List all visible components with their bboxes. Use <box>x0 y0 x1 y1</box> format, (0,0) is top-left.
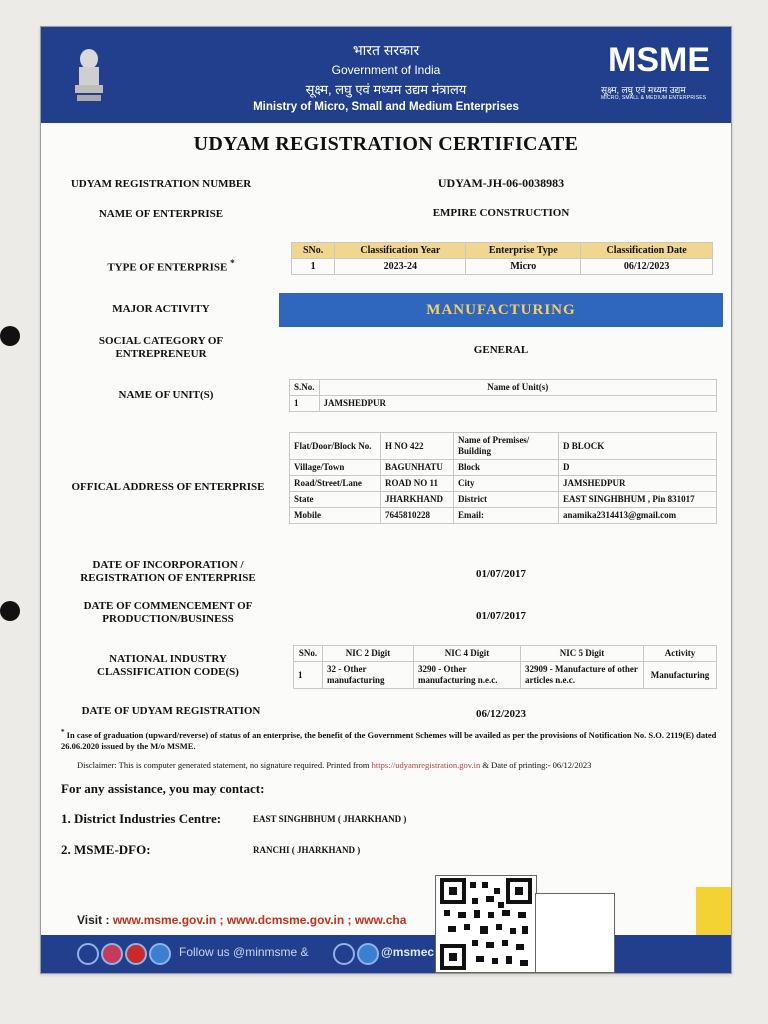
dic-value: EAST SINGHBHUM ( JHARKHAND ) <box>253 814 407 824</box>
address-table <box>289 432 717 524</box>
disclaimer-link[interactable]: https://udyamregistration.gov.in <box>371 760 481 770</box>
dic-label: 1. District Industries Centre: <box>61 811 222 826</box>
units-table <box>289 379 717 412</box>
enterprise-label: NAME OF ENTERPRISE <box>98 208 224 220</box>
incorp-value: 01/07/2017 <box>475 568 527 580</box>
cls-head-type: Enterprise Type <box>466 243 581 259</box>
addr-flat: H NO 422 <box>381 433 454 460</box>
enterprise-value: EMPIRE CONSTRUCTION <box>432 207 570 219</box>
twitter-icon[interactable] <box>149 943 171 965</box>
cls-date: 06/12/2023 <box>581 259 713 275</box>
cls-head-sno: SNo. <box>292 243 335 259</box>
cls-type: Micro <box>466 259 581 275</box>
footer-bar <box>41 935 731 973</box>
addr-email: anamika2314413@gmail.com <box>559 508 717 524</box>
certificate-sheet <box>40 26 732 974</box>
msme-logo-hindi: सूक्ष्म, लघु एवं मध्यम उद्यम <box>601 85 686 95</box>
addr-city: JAMSHEDPUR <box>559 476 717 492</box>
incorp-label-1: DATE OF INCORPORATION / <box>92 559 244 571</box>
nic-label-1: NATIONAL INDUSTRY <box>109 653 227 665</box>
nic-label-2: CLASSIFICATION CODE(S) <box>97 666 239 678</box>
qr-code <box>435 875 537 973</box>
addr-block: D <box>559 460 717 476</box>
visit-line <box>77 913 406 927</box>
addr-district: EAST SINGHBHUM , Pin 831017 <box>559 492 717 508</box>
disclaimer <box>77 760 591 770</box>
hindi-ministry: सूक्ष्म, लघु एवं मध्यम उद्यम मंत्रालय <box>305 82 467 97</box>
msme-logo-sub: MICRO, SMALL & MEDIUM ENTERPRISES <box>601 95 707 101</box>
commence-label-1: DATE OF COMMENCEMENT OF <box>83 600 253 612</box>
cls-head-date: Classification Date <box>581 243 713 259</box>
addr-mobile: 7645810228 <box>381 508 454 524</box>
units-head-name: Name of Unit(s) <box>319 380 716 396</box>
addr-block-label: Block <box>454 460 559 476</box>
reg-no-label: UDYAM REGISTRATION NUMBER <box>70 178 252 190</box>
nic-activity: Manufacturing <box>644 662 717 689</box>
type-mark: * <box>230 258 235 268</box>
ministry-name: Ministry of Micro, Small and Medium Enterprises <box>253 101 519 113</box>
msme-logo <box>601 39 717 79</box>
nic-head-2: NIC 2 Digit <box>323 646 414 662</box>
govt-name: Government of India <box>331 63 441 77</box>
facebook-icon[interactable] <box>77 943 99 965</box>
type-label-text: TYPE OF ENTERPRISE <box>107 261 228 274</box>
addr-road: ROAD NO 11 <box>381 476 454 492</box>
classification-table <box>291 242 713 275</box>
punch-hole-top <box>0 326 20 346</box>
note-mark: * <box>61 728 65 736</box>
certificate-title: UDYAM REGISTRATION CERTIFICATE <box>193 133 579 155</box>
udyam-date-label: DATE OF UDYAM REGISTRATION <box>81 705 261 717</box>
incorp-label-2: REGISTRATION OF ENTERPRISE <box>80 572 256 584</box>
follow-text: Follow us @minmsme & <box>179 945 309 959</box>
nic-head-activity: Activity <box>644 646 717 662</box>
address-label: OFFICAL ADDRESS OF ENTERPRISE <box>71 481 265 493</box>
social-value: GENERAL <box>473 344 529 356</box>
qr-code-icon <box>436 876 536 972</box>
nic-5: 32909 - Manufacture of other articles n.e.c. <box>521 662 644 689</box>
social-label-2: ENTREPRENEUR <box>115 348 207 360</box>
commence-value: 01/07/2017 <box>475 610 527 622</box>
hindi-govt: भारत सरकार <box>352 42 420 58</box>
addr-flat-label: Flat/Door/Block No. <box>290 433 381 460</box>
addr-premises: D BLOCK <box>559 433 717 460</box>
nic-head-sno: SNo. <box>294 646 323 662</box>
reg-no-value: UDYAM-JH-06-0038983 <box>437 176 565 190</box>
units-head-sno: S.No. <box>290 380 320 396</box>
cls-sno: 1 <box>292 259 335 275</box>
addr-email-label: Email: <box>454 508 559 524</box>
nic-head-5: NIC 5 Digit <box>521 646 644 662</box>
nic-head-4: NIC 4 Digit <box>414 646 521 662</box>
note-text: In case of graduation (upward/reverse) of status of an enterprise, the benefit of the Government Schemes will be availed as per the provisions of Notification No. S.O. 2119(E) dated 26.06.2020 issued by the M/o MSME. <box>61 729 717 751</box>
commence-label-2: PRODUCTION/BUSINESS <box>102 613 234 625</box>
major-activity-value: MANUFACTURING <box>279 293 723 327</box>
udyam-date-value: 06/12/2023 <box>475 708 527 720</box>
addr-state: JHARKHAND <box>381 492 454 508</box>
disclaimer-prefix: Disclaimer: This is computer generated statement, no signature required. Printed from <box>77 760 372 770</box>
addr-district-label: District <box>454 492 559 508</box>
graduation-note <box>61 727 721 752</box>
addr-village: BAGUNHATU <box>381 460 454 476</box>
dfo-label: 2. MSME-DFO: <box>61 842 151 857</box>
visit-sites[interactable]: www.msme.gov.in ; www.dcmsme.gov.in ; www.cha <box>112 913 407 927</box>
addr-state-label: State <box>290 492 381 508</box>
instagram-icon[interactable] <box>101 943 123 965</box>
assistance-heading: For any assistance, you may contact: <box>61 781 265 796</box>
msme-logo-text: MSME <box>608 41 710 79</box>
nic-2: 32 - Other manufacturing <box>323 662 414 689</box>
blank-box <box>535 893 615 973</box>
disclaimer-suffix: & Date of printing:- 06/12/2023 <box>480 760 592 770</box>
addr-mobile-label: Mobile <box>290 508 381 524</box>
punch-hole-bottom <box>0 601 20 621</box>
facebook-icon-2[interactable] <box>333 943 355 965</box>
dfo-value: RANCHI ( JHARKHAND ) <box>253 845 361 855</box>
govt-header <box>41 27 731 123</box>
cls-year: 2023-24 <box>335 259 466 275</box>
addr-road-label: Road/Street/Lane <box>290 476 381 492</box>
visit-label: Visit : <box>77 913 110 927</box>
addr-city-label: City <box>454 476 559 492</box>
cls-head-year: Classification Year <box>335 243 466 259</box>
nic-sno: 1 <box>294 662 323 689</box>
addr-premises-label: Name of Premises/ Building <box>454 433 559 460</box>
handle-text: @msmec <box>381 945 435 959</box>
units-label: NAME OF UNIT(S) <box>118 389 214 401</box>
units-name: JAMSHEDPUR <box>319 396 716 412</box>
nic-table <box>293 645 717 689</box>
type-label <box>61 257 281 275</box>
twitter-icon-2[interactable] <box>357 943 379 965</box>
addr-village-label: Village/Town <box>290 460 381 476</box>
major-activity-label: MAJOR ACTIVITY <box>112 303 210 315</box>
youtube-icon[interactable] <box>125 943 147 965</box>
nic-4: 3290 - Other manufacturing n.e.c. <box>414 662 521 689</box>
social-label-1: SOCIAL CATEGORY OF <box>98 335 224 347</box>
units-sno: 1 <box>290 396 320 412</box>
